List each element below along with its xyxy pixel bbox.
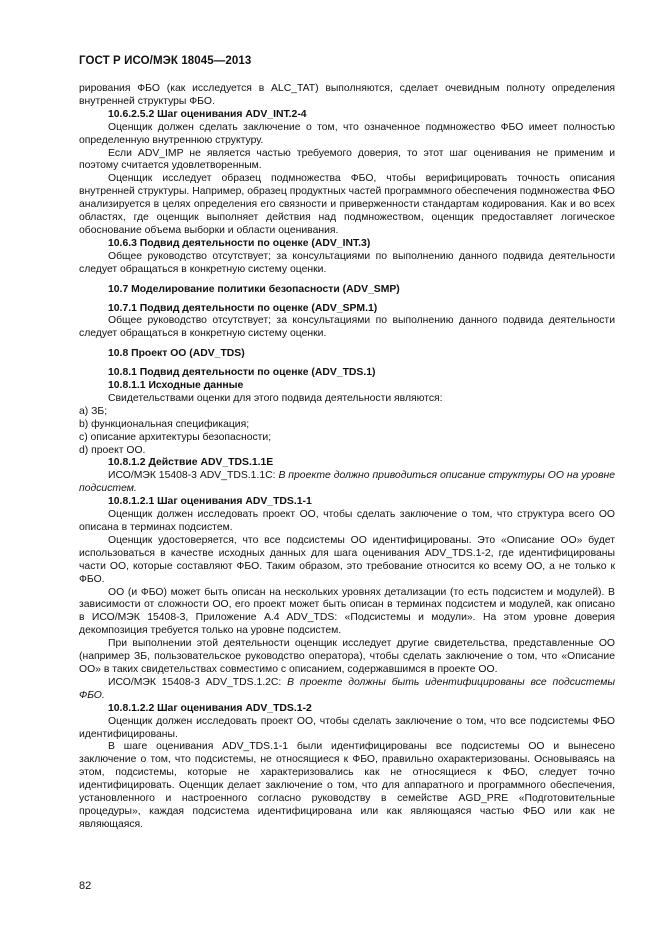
paragraph: рирования ФБО (как исследуется в ALC_TAT) выполняются, сделает очевидным полноту определения внутренней структуры ФБО. xyxy=(79,83,615,107)
section-heading: 10.7.1 Подвид деятельности по оценке (ADV_SPM.1) xyxy=(108,302,378,314)
requirement-paragraph xyxy=(79,470,615,496)
paragraph: Свидетельствами оценки для этого подвида деятельности являются: xyxy=(108,392,443,404)
list-item: b) функциональная спецификация; xyxy=(79,418,250,430)
standard-header: ГОСТ Р ИСО/МЭК 18045—2013 xyxy=(79,55,252,67)
section-heading: 10.8 Проект ОО (ADV_TDS) xyxy=(108,348,245,360)
list-item: a) ЗБ; xyxy=(79,405,108,417)
section-heading: 10.7 Моделирование политики безопасности (ADV_SMP) xyxy=(108,283,400,295)
requirement-text: В проекте должно приводиться описание структуры ОО на уровне подсистем. xyxy=(79,470,615,495)
page-number: 82 xyxy=(79,880,92,892)
paragraph: Оценщик исследует образец подмножества ФБО, чтобы верифицировать точность описания внутренней структуры. Например, образец продуктных частей программного обеспечения подмножества ФБО анализируется в целях определения его связности и приверженности стандартам кодирования. Как и во всех областях, где оценщик выполняет действия над подмножеством, оценщик предоставляет логическое обоснование объема выборки и области оценивания. xyxy=(79,173,615,236)
paragraph: В шаге оценивания ADV_TDS.1-1 были идентифицированы все подсистемы ОО и вынесено заключение о том, что подсистемы, не относящиеся к ФБО, правильно охарактеризованы. Основываясь на этом, подсистемы, которые не характеризовались как не относящиеся к ФБО, следует точно идентифицировать. Оценщик делает заключение о том, что для аппаратного и программного обеспечения, установленного и настроенного согласно руководству в семействе AGD_PRE «Подготовительные процедуры», каждая подсистема идентифицирована или как являющаяся частью ФБО или как не являющаяся. xyxy=(79,741,615,830)
requirement-paragraph xyxy=(79,677,615,703)
section-heading: 10.8.1.1 Исходные данные xyxy=(108,380,244,392)
paragraph: Оценщик должен исследовать проект ОО, чтобы сделать заключение о том, что структура всего ОО описана в терминах подсистем. xyxy=(79,509,615,533)
list-item: d) проект ОО. xyxy=(79,444,146,456)
paragraph: Общее руководство отсутствует; за консультациями по выполнению данного подвида деятельности следует обращаться в конкретную систему оценки. xyxy=(79,250,615,275)
section-heading: 10.8.1.2.1 Шаг оценивания ADV_TDS.1-1 xyxy=(108,496,312,508)
paragraph: Оценщик должен сделать заключение о том, что означенное подмножество ФБО имеет полностью определенную внутреннюю структуру. xyxy=(79,121,615,146)
paragraph: Оценщик удостоверяется, что все подсистемы ОО идентифицированы. Это «Описание ОО» будет использоваться в качестве исходных данных для шага оценивания ADV_TDS.1-2, где идентифицированы части ОО, которые составляют ФБО. Таким образом, это требование относится ко всему ОО, а не только к ФБО. xyxy=(79,534,615,585)
requirement-text: В проекте должны быть идентифицированы все подсистемы ФБО. xyxy=(79,676,615,701)
paragraph: Если ADV_IMP не является частью требуемого доверия, то этот шаг оценивания не применим и поэтому считается удовлетворенным. xyxy=(79,147,615,172)
section-heading: 10.8.1.2 Действие ADV_TDS.1.1E xyxy=(108,457,274,469)
section-heading: 10.8.1 Подвид деятельности по оценке (ADV_TDS.1) xyxy=(108,367,376,379)
page-body xyxy=(79,83,615,832)
section-heading: 10.6.2.5.2 Шаг оценивания ADV_INT.2-4 xyxy=(108,108,307,120)
paragraph: При выполнении этой деятельности оценщик исследует другие свидетельства, представленные ОО (например ЗБ, пользовательское руководство оператора), чтобы сделать заключение о том, что «Описание ОО» в таких свидетельствах совместимо с описанием, содержавшимся в проекте ОО. xyxy=(79,638,615,675)
list-item: c) описание архитектуры безопасности; xyxy=(79,431,272,443)
requirement-ref: ИСО/МЭК 15408-3 ADV_TDS.1.1C: xyxy=(108,470,279,482)
requirement-ref: ИСО/МЭК 15408-3 ADV_TDS.1.2C: xyxy=(108,676,288,688)
paragraph: ОО (и ФБО) может быть описан на нескольких уровнях детализации (то есть подсистем и модулей). В зависимости от сложности ОО, его проект может быть описан в терминах подсистем и модулей, как описано в ИСО/МЭК 15408-3, Приложение A.4 ADV_TDS: «Подсистемы и модули». На этом уровне доверия декомпозиция требуется только на уровне подсистем. xyxy=(79,586,615,637)
section-heading: 10.8.1.2.2 Шаг оценивания ADV_TDS.1-2 xyxy=(108,702,312,714)
section-heading: 10.6.3 Подвид деятельности по оценке (ADV_INT.3) xyxy=(108,237,371,249)
paragraph: Общее руководство отсутствует; за консультациями по выполнению данного подвида деятельности следует обращаться в конкретную систему оценки. xyxy=(79,315,615,340)
paragraph: Оценщик должен исследовать проект ОО, чтобы сделать заключение о том, что все подсистемы ФБО идентифицированы. xyxy=(79,715,615,740)
